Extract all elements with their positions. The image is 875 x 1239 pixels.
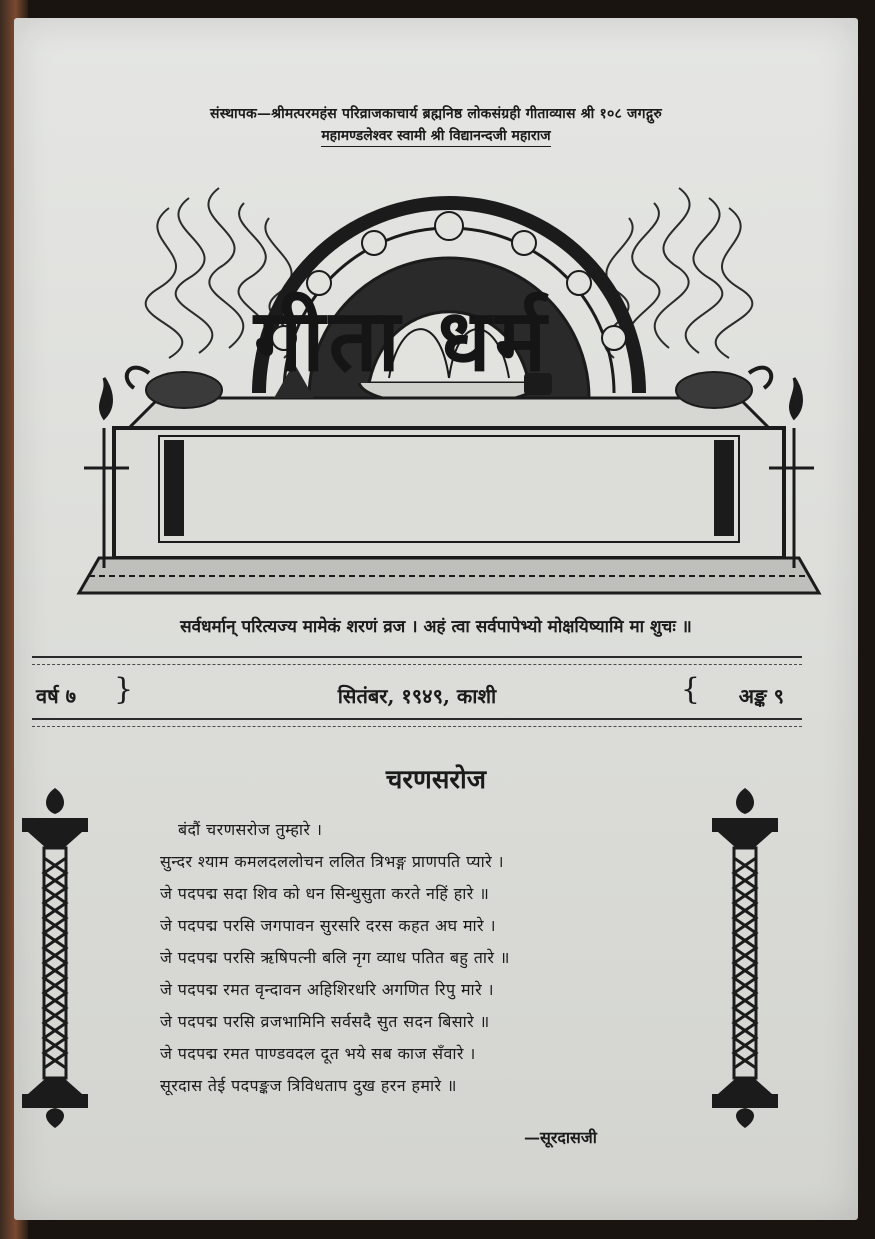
founder-line: संस्थापक—श्रीमत्परमहंस परिव्राजकाचार्य ब्रह्मनिष्ठ लोकसंग्रही गीताव्यास श्री १०८ जगद्गुरु xyxy=(210,106,662,122)
issue-date-place: सितंबर, १९४९, काशी xyxy=(337,684,497,708)
poem-line: जे पदपद्म रमत पाण्डवदल दूत भये सब काज सँवारे । xyxy=(160,1044,476,1063)
founder-name: महामण्डलेश्वर स्वामी श्री विद्यानन्दजी महाराज xyxy=(321,128,550,147)
poem-line: जे पदपद्म सदा शिव को धन सिन्धुसुता करते नहिं हारे ॥ xyxy=(160,884,490,903)
poem-line: जे पदपद्म परसि ऋषिपत्नी बलि नृग व्याध पतित बहु तारे ॥ xyxy=(160,948,510,967)
masthead-verse: सर्वधर्मान् परित्यज्य मामेकं शरणं व्रज । अहं त्वा सर्वपापेभ्यो मोक्षयिष्यामि मा शुचः ॥ xyxy=(180,617,692,637)
poem-author: —सूरदासजी xyxy=(524,1128,597,1147)
incense-pot-right xyxy=(676,368,771,408)
poem-line: जे पदपद्म रमत वृन्दावन अहिशिरधरि अगणित रिपु मारे । xyxy=(160,980,494,999)
poem-body xyxy=(160,814,680,1102)
poem-line: सुन्दर श्याम कमलदललोचन ललित त्रिभङ्ग प्राणपति प्यारे । xyxy=(160,852,505,871)
poem-line: जे पदपद्म परसि जगपावन सुरसरि दरस कहत अघ मारे । xyxy=(160,916,496,935)
divider-bottom xyxy=(32,718,802,720)
poem-line: जे पदपद्म परसि व्रजभामिनि सर्वसदै सुत सदन बिसारे ॥ xyxy=(160,1012,490,1031)
poem-title: चरणसरोज xyxy=(385,765,487,795)
brace-left: } xyxy=(114,672,134,707)
founder-name-line xyxy=(14,126,858,145)
divider-top xyxy=(32,656,802,658)
ornament-pillar-right xyxy=(708,788,782,1128)
masthead-title: गीता धर्म xyxy=(253,291,551,391)
magazine-page xyxy=(14,18,858,1220)
poem-line: बंदौं चरणसरोज तुम्हारे । xyxy=(178,820,323,839)
divider-bottom-dashed xyxy=(32,726,802,727)
issue-number: अङ्क ९ xyxy=(738,684,784,708)
issue-info-row xyxy=(32,672,802,718)
brace-right: { xyxy=(680,672,700,707)
ornament-pillar-left xyxy=(18,788,92,1128)
poem-line: सूरदास तेई पदपङ्कज त्रिविधताप दुख हरन हमारे ॥ xyxy=(160,1076,457,1095)
masthead-title-box xyxy=(164,286,640,396)
issue-volume: वर्ष ७ xyxy=(36,684,77,708)
divider-top-dashed xyxy=(32,664,802,665)
